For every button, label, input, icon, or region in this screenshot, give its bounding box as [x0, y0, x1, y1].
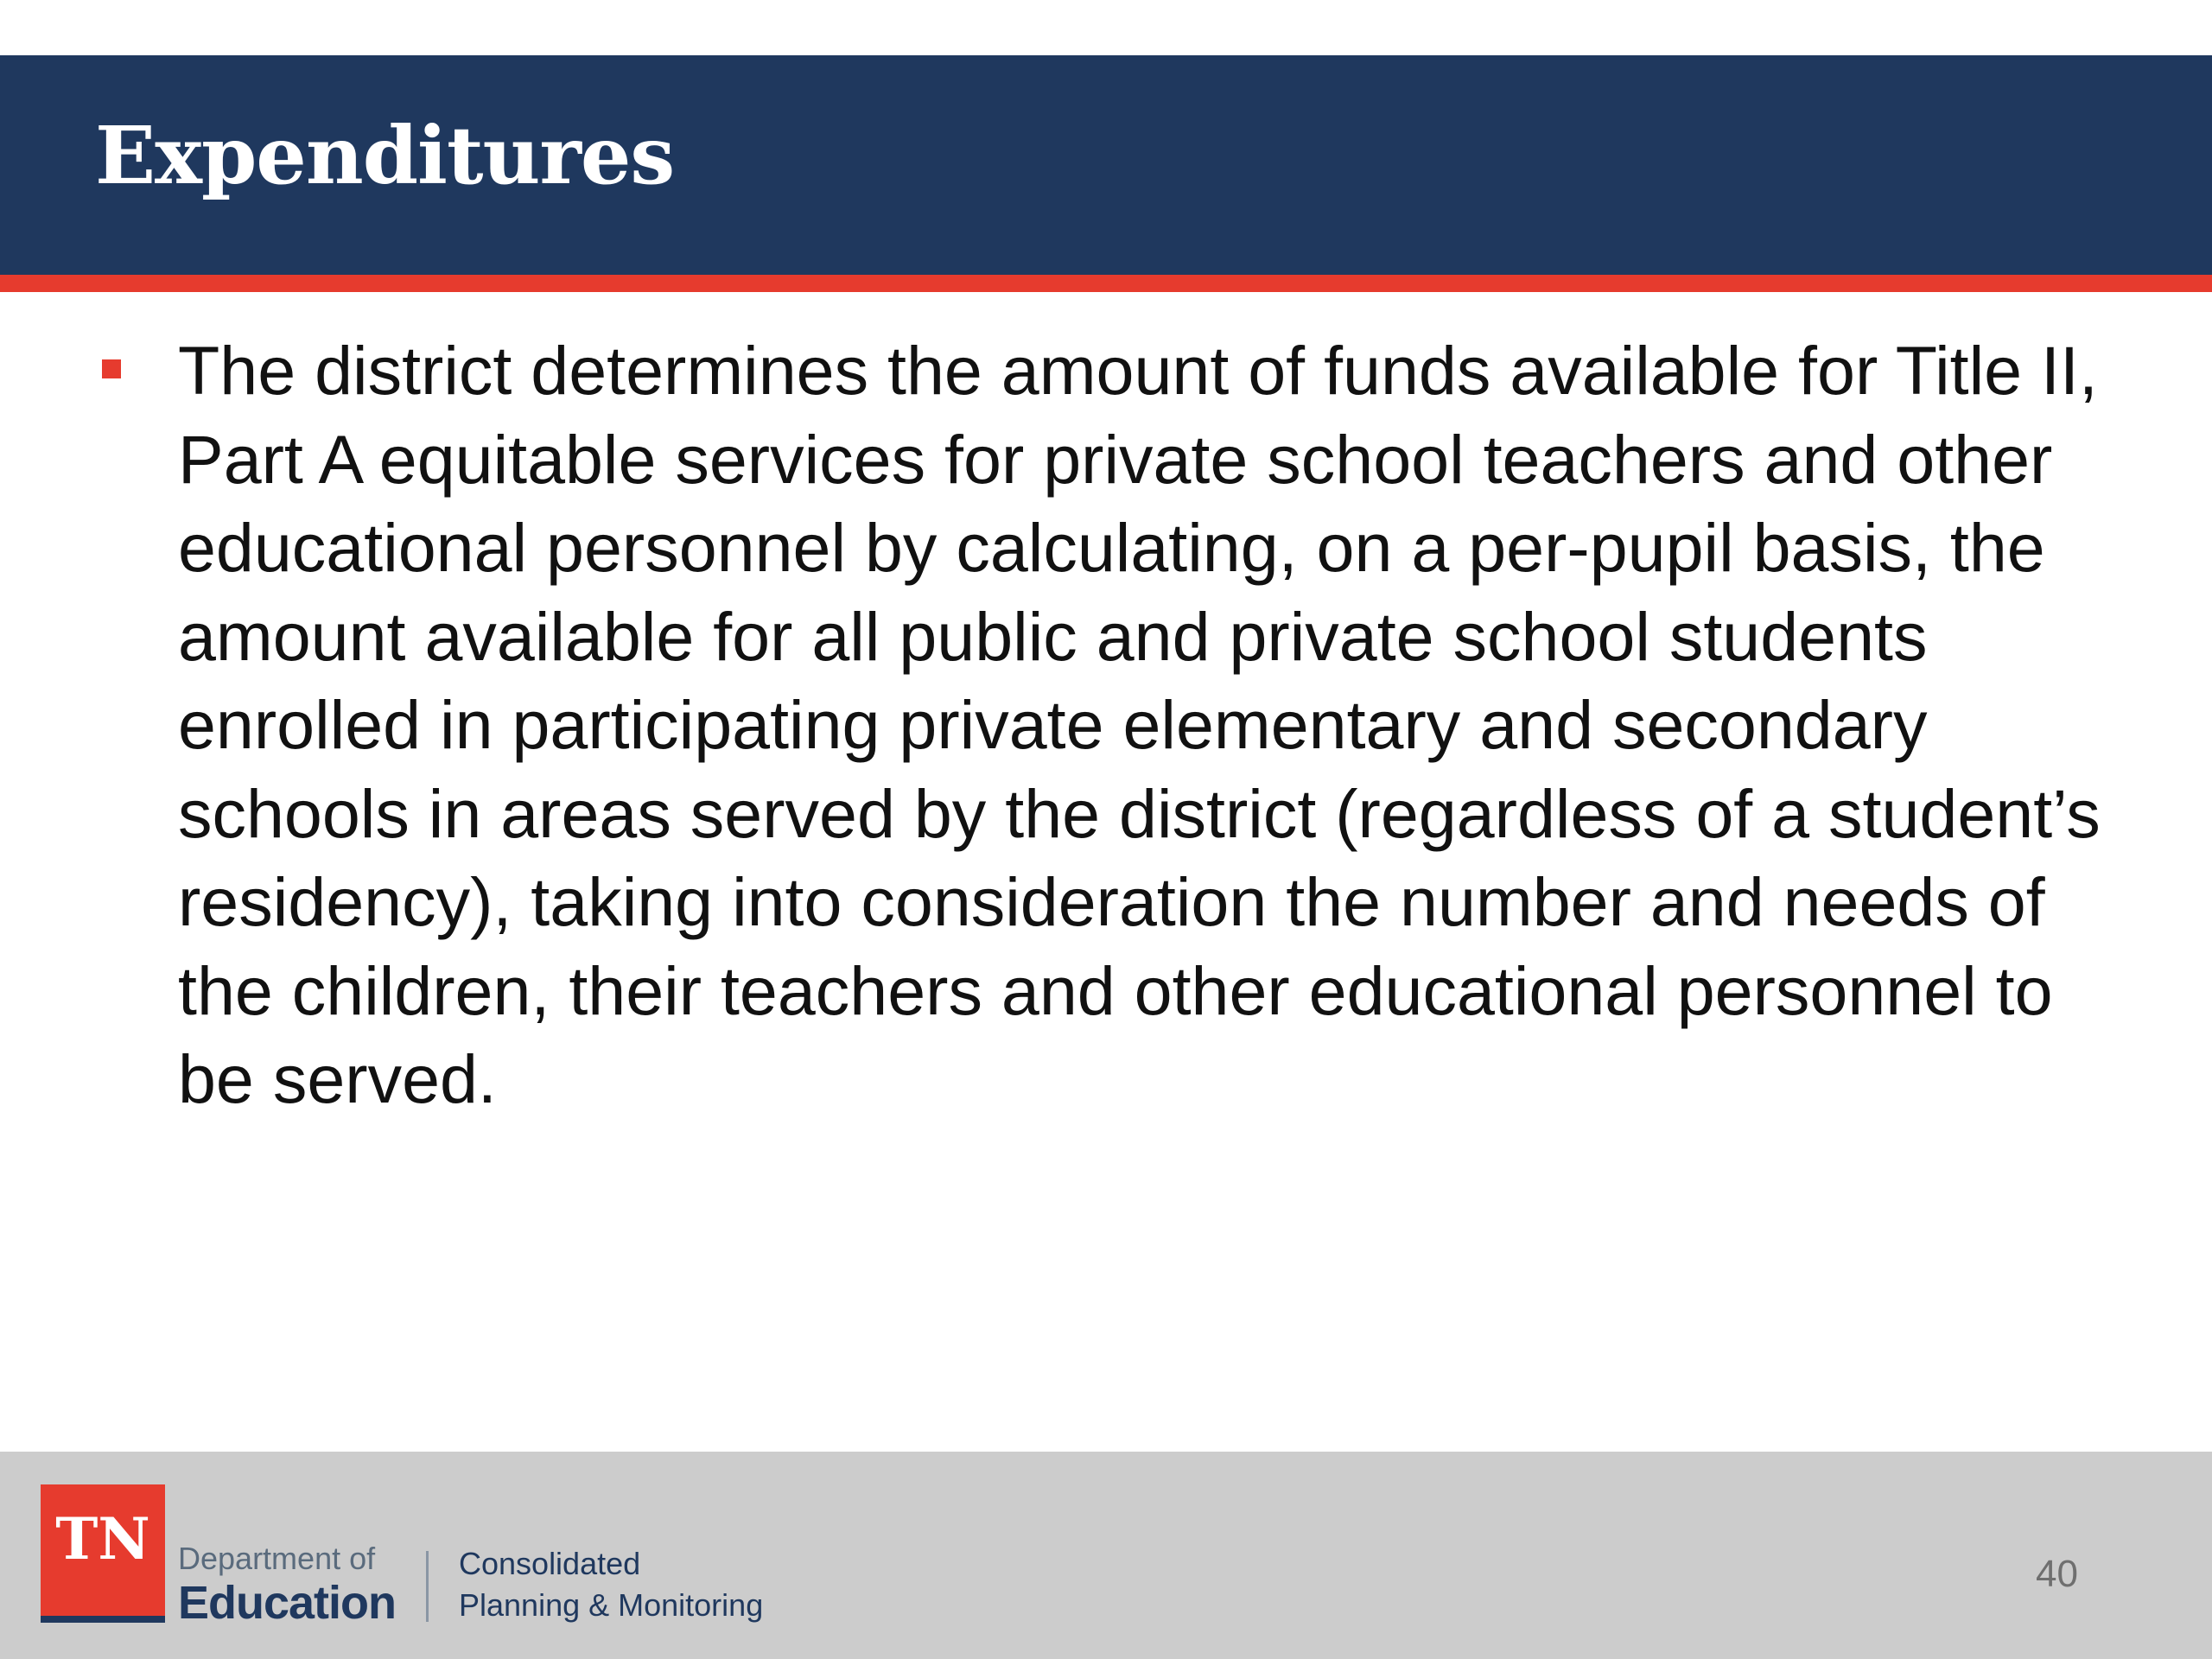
- program-name-line1: Consolidated: [459, 1546, 641, 1581]
- education-label: Education: [178, 1577, 397, 1629]
- title-accent-stripe: [0, 275, 2212, 292]
- page-number: 40: [2036, 1553, 2078, 1595]
- slide-content: [93, 327, 2101, 1124]
- slide-title: Expenditures: [95, 109, 675, 202]
- tn-logo: [41, 1484, 165, 1619]
- bullet-text: The district determines the amount of funds available for Title II, Part A equitable services for private school teachers and other educational personnel by calculating, on a per-pupil basis, the amount available for all public and private school students enrolled in participating private elementary and secondary schools in areas served by the district (regardless of a student’s residency), taking into consideration the number and needs of the children, their teachers and other educational personnel to be served.: [178, 332, 2101, 1117]
- footer-divider: [426, 1551, 429, 1622]
- square-bullet-icon: [102, 359, 121, 378]
- logo-underline: [41, 1616, 165, 1623]
- tn-logo-text: TN: [55, 1505, 150, 1573]
- program-name-line2: Planning & Monitoring: [459, 1587, 764, 1623]
- bullet-item: [93, 327, 2101, 1124]
- department-label: Department of: [178, 1541, 376, 1576]
